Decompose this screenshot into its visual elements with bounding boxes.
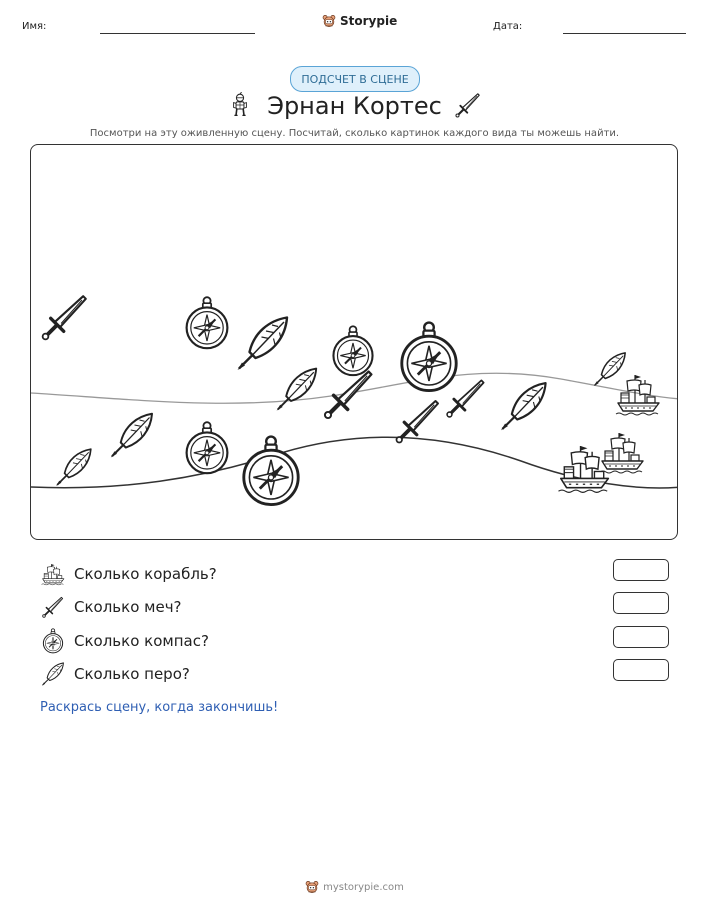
date-label: Дата:: [493, 21, 523, 32]
footer: [0, 880, 709, 894]
answer-box-swords[interactable]: [613, 592, 669, 614]
question-swords: [40, 594, 182, 620]
logo-text: Storypie: [340, 14, 398, 28]
instructions: Посмотри на эту оживленную сцену. Посчитай, сколько картинок каждого вида ты можешь найти.: [89, 128, 620, 139]
compass-icon: [402, 323, 456, 391]
ship-icon: [40, 562, 66, 586]
worksheet-type-badge: ПОДСЧЕТ В СЦЕНЕ: [290, 66, 420, 92]
name-input-line[interactable]: [100, 33, 255, 34]
counting-scene: [30, 144, 678, 540]
question-compasses-text: Сколько компас?: [74, 632, 209, 650]
sword-icon: [40, 595, 66, 619]
quill-icon: [594, 353, 625, 386]
footer-site[interactable]: mystorypie.com: [323, 881, 404, 893]
coloring-instruction: Раскрась сцену, когда закончишь!: [40, 700, 279, 715]
question-ships-text: Сколько корабль?: [74, 565, 217, 583]
question-quills-text: Сколько перо?: [74, 665, 190, 683]
compass-icon: [187, 422, 228, 473]
quill-icon: [238, 318, 288, 371]
date-input-line[interactable]: [563, 33, 686, 34]
quill-icon: [40, 661, 66, 687]
quill-icon: [277, 369, 317, 411]
answer-box-quills[interactable]: [613, 659, 669, 681]
answer-box-ships[interactable]: [613, 559, 669, 581]
question-ships: [40, 561, 217, 587]
compass-icon: [187, 297, 228, 348]
quill-icon: [56, 449, 91, 486]
quill-icon: [501, 383, 546, 430]
storypie-logo: [322, 14, 397, 28]
bear-logo-icon: [322, 14, 336, 28]
sword-icon: [325, 372, 371, 418]
compass-icon: [244, 437, 298, 505]
sword-icon: [43, 296, 86, 339]
question-swords-text: Сколько меч?: [74, 598, 182, 616]
answer-box-compasses[interactable]: [613, 626, 669, 648]
compass-icon: [333, 326, 372, 375]
bear-logo-icon: [305, 880, 319, 894]
question-compasses: [40, 628, 209, 654]
question-quills: [40, 661, 190, 687]
ship-icon: [558, 446, 608, 492]
title-sword-icon: [454, 90, 482, 120]
compass-icon: [40, 628, 66, 654]
sword-icon: [397, 401, 439, 443]
quill-icon: [111, 414, 152, 458]
page-title: Эрнан Кортес: [267, 92, 442, 120]
scene-illustration: [31, 145, 678, 540]
ship-icon: [600, 433, 643, 473]
sword-icon: [447, 380, 484, 417]
name-label: Имя:: [22, 21, 47, 32]
